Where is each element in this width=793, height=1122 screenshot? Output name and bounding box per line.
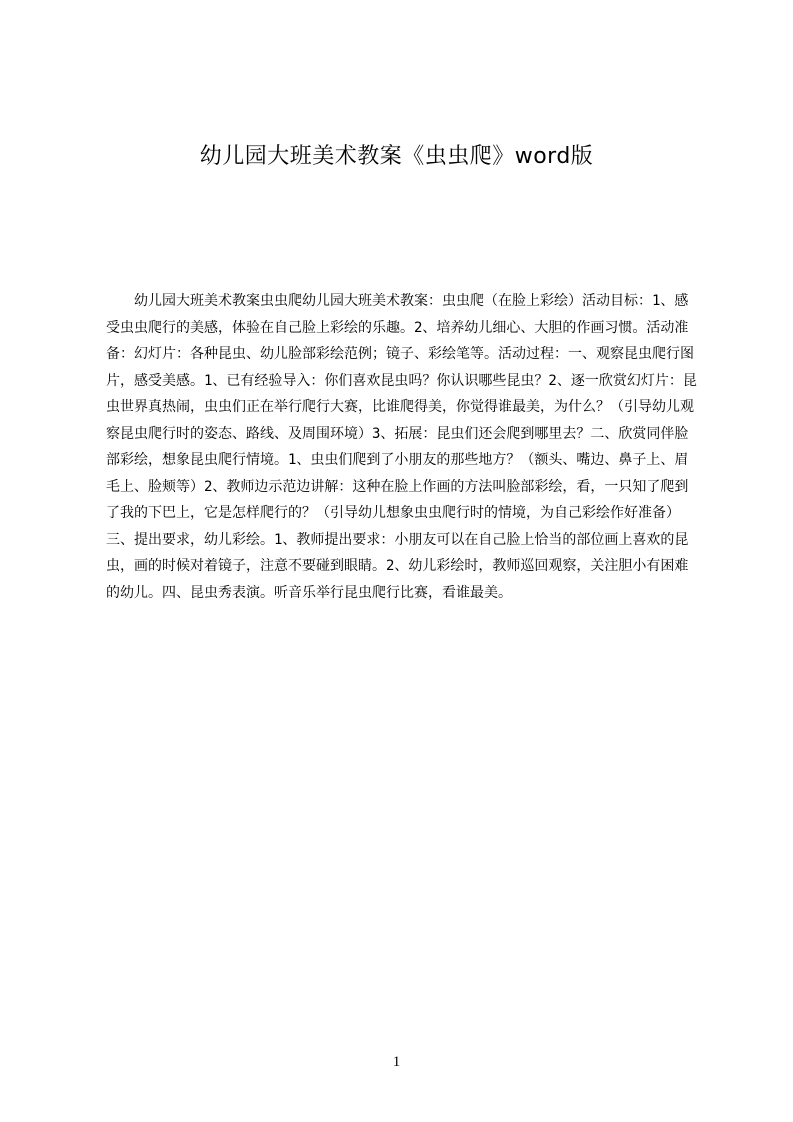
body-paragraph: 幼儿园大班美术教案虫虫爬幼儿园大班美术教案：虫虫爬（在脸上彩绘）活动目标：1、感受虫虫爬行的美感，体验在自己脸上彩绘的乐趣。2、培养幼儿细心、大胆的作画习惯。活动准备：幻灯片：各种昆虫、幼儿脸部彩绘范例；镜子、彩绘笔等。活动过程：一、观察昆虫爬行图片，感受美感。1、已有经验导入：你们喜欢昆虫吗？你认识哪些昆虫？2、逐一欣赏幻灯片：昆虫世界真热闹，虫虫们正在举行爬行大赛，比谁爬得美，你觉得谁最美，为什么？（引导幼儿观察昆虫爬行时的姿态、路线、及周围环境）3、拓展：昆虫们还会爬到哪里去？二、欣赏同伴脸部彩绘，想象昆虫爬行情境。1、虫虫们爬到了小朋友的那些地方？（额头、嘴边、鼻子上、眉毛上、脸颊等）2、教师边示范边讲解：这种在脸上作画的方法叫脸部彩绘，看，一只知了爬到了我的下巴上，它是怎样爬行的？（引导幼儿想象虫虫爬行时的情境，为自己彩绘作好准备）三、提出要求，幼儿彩绘。1、教师提出要求：小朋友可以在自己脸上恰当的部位画上喜欢的昆虫，画的时候对着镜子，注意不要碰到眼睛。2、幼儿彩绘时，教师巡回观察，关注胆小有困难的幼儿。四、昆虫秀表演。听音乐举行昆虫爬行比赛，看谁最美。 — [106, 293, 697, 601]
page-number: 1 — [392, 1054, 401, 1070]
document-title: 幼儿园大班美术教案《虫虫爬》word版 — [199, 144, 594, 169]
